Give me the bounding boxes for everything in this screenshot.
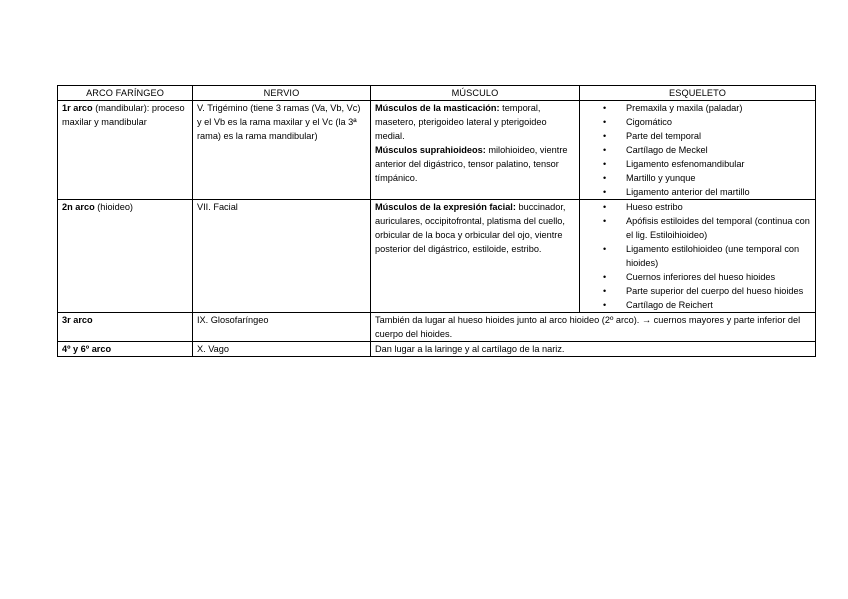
list-item: • Ligamento estilohioideo (une temporal con hioides) (584, 242, 811, 270)
arco-name: 2n arco (62, 202, 95, 212)
cell-descripcion: También da lugar al hueso hioides junto al arco hioideo (2º arco). → cuernos mayores y parte inferior del cuerpo del hioides. (371, 313, 816, 342)
musculo-group-list: buccinador, auriculares, occipitofrontal, platisma del cuello, orbicular de la boca y orbicular del ojo, vientre posterior del digástrico, estiloide, estribo. (375, 202, 566, 254)
cell-nervio: IX. Glosofaríngeo (193, 313, 371, 342)
list-item: • Parte superior del cuerpo del hueso hioides (584, 284, 811, 298)
list-item: • Apófisis estiloides del temporal (continua con el lig. Estiloihioideo) (584, 214, 811, 242)
table-row (58, 313, 816, 342)
header-esqueleto: ESQUELETO (580, 86, 816, 101)
cell-descripcion: Dan lugar a la laringe y al cartílago de la nariz. (371, 342, 816, 357)
cell-musculo (371, 200, 580, 313)
cell-arco (58, 342, 193, 357)
cell-musculo (371, 101, 580, 200)
table-row (58, 200, 816, 313)
musculo-group-title: Músculos de la masticación: (375, 103, 500, 113)
esqueleto-list (584, 101, 811, 199)
list-item: • Cuernos inferiores del hueso hioides (584, 270, 811, 284)
table-row (58, 101, 816, 200)
arco-name: 1r arco (62, 103, 93, 113)
list-item: • Parte del temporal (584, 129, 811, 143)
musculo-group-list: milohioideo, vientre anterior del digástrico, tensor palatino, tensor tímpánico. (375, 145, 568, 183)
cell-esqueleto (580, 200, 816, 313)
arco-name: 3r arco (62, 315, 93, 325)
musculo-group-title: Músculos suprahioideos: (375, 145, 486, 155)
list-item: • Cartílago de Meckel (584, 143, 811, 157)
list-item: • Hueso estribo (584, 200, 811, 214)
list-item: • Premaxila y maxila (paladar) (584, 101, 811, 115)
cell-arco (58, 313, 193, 342)
cell-arco (58, 200, 193, 313)
list-item: • Ligamento anterior del martillo (584, 185, 811, 199)
cell-arco (58, 101, 193, 200)
arco-detail: (mandibular): proceso maxilar y mandibular (62, 103, 185, 127)
cell-nervio: VII. Facial (193, 200, 371, 313)
musculo-group-list: temporal, masetero, pterigoideo lateral y pterigoideo medial. (375, 103, 547, 141)
list-item: • Ligamento esfenomandibular (584, 157, 811, 171)
list-item: • Cigomático (584, 115, 811, 129)
header-nervio: NERVIO (193, 86, 371, 101)
esqueleto-list (584, 200, 811, 312)
list-item: • Cartílago de Reichert (584, 298, 811, 312)
cell-nervio: V. Trigémino (tiene 3 ramas (Va, Vb, Vc) y el Vb es la rama maxilar y el Vc (la 3ª rama) es la rama mandibular) (193, 101, 371, 200)
musculo-group-title: Músculos de la expresión facial: (375, 202, 516, 212)
cell-nervio: X. Vago (193, 342, 371, 357)
list-item: • Martillo y yunque (584, 171, 811, 185)
cell-esqueleto (580, 101, 816, 200)
arco-name: 4º y 6º arco (62, 344, 112, 354)
header-arco: ARCO FARÍNGEO (58, 86, 193, 101)
table-row (58, 342, 816, 357)
header-row (58, 86, 816, 101)
arco-detail: (hioideo) (94, 202, 133, 212)
header-musculo: MÚSCULO (371, 86, 580, 101)
musculo-group (375, 101, 575, 143)
pharyngeal-arches-table (57, 85, 816, 357)
musculo-group (375, 143, 575, 185)
